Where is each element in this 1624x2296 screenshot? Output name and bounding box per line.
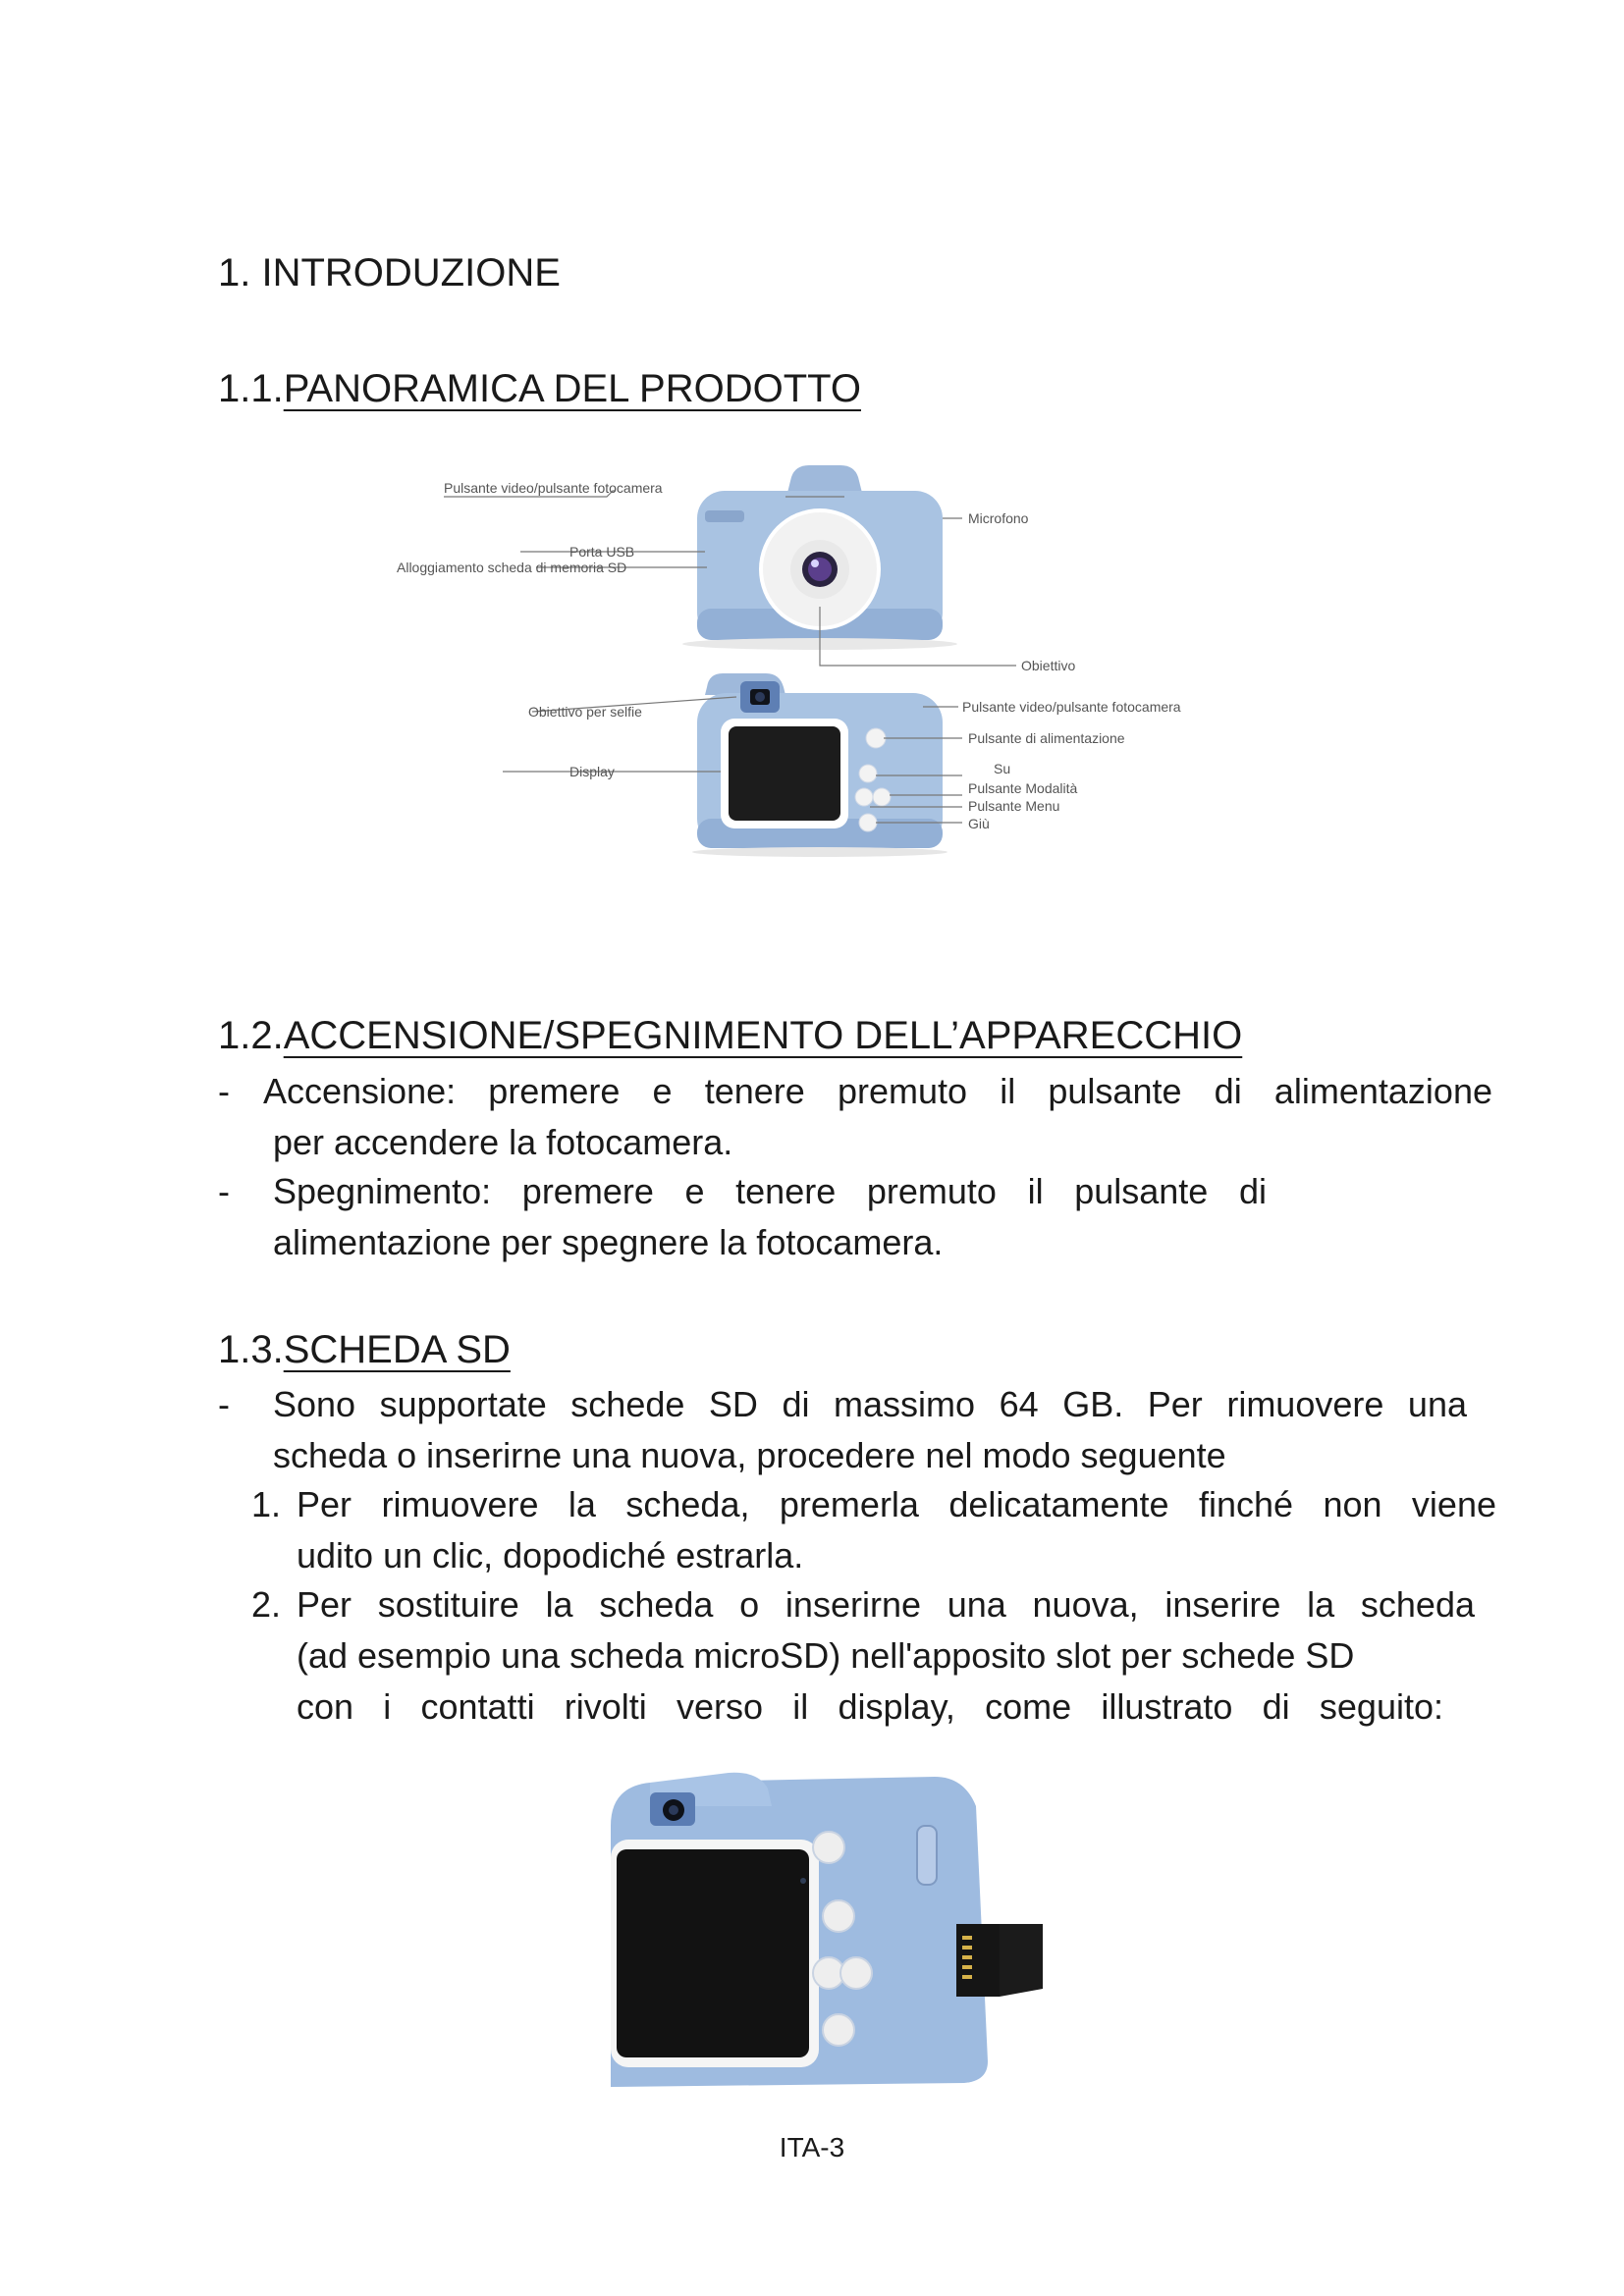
label-video-photo-button-top: Pulsante video/pulsante fotocamera bbox=[444, 480, 663, 496]
step-number: 2. bbox=[251, 1584, 282, 1625]
page-number: ITA-3 bbox=[779, 2132, 845, 2163]
bullet-line: Spegnimento: premere e tenere premuto il pulsante di bbox=[273, 1171, 1267, 1211]
step-line: udito un clic, dopodiché estrarla. bbox=[297, 1535, 804, 1575]
step-line: Per rimuovere la scheda, premerla delicatamente finché non viene bbox=[297, 1484, 1496, 1524]
label-down: Giù bbox=[968, 816, 990, 831]
step-line: Per sostituire la scheda o inserirne una nuova, inserire la scheda bbox=[297, 1584, 1475, 1625]
label-usb-port-text: Porta USB bbox=[569, 544, 635, 560]
section-1-3-heading bbox=[218, 1326, 511, 1373]
label-menu-button: Pulsante Menu bbox=[968, 798, 1060, 814]
label-display: Display bbox=[569, 764, 615, 779]
label-power-button: Pulsante di alimentazione bbox=[968, 730, 1125, 746]
section-1-1-title: PANORAMICA DEL PRODOTTO bbox=[283, 367, 861, 410]
step-line: (ad esempio una scheda microSD) nell'apposito slot per schede SD bbox=[297, 1635, 1355, 1676]
section-1-2-title: ACCENSIONE/SPEGNIMENTO DELL’APPARECCHIO bbox=[283, 1014, 1243, 1057]
product-overview-diagram-clean bbox=[373, 461, 1257, 913]
section-1-2-heading bbox=[218, 1012, 1242, 1059]
label-selfie-lens: Obiettivo per selfie bbox=[528, 704, 642, 720]
label-sd-slot: Alloggiamento scheda di memoria SD bbox=[397, 560, 627, 575]
camera-back bbox=[692, 673, 947, 857]
bullet-dash: - bbox=[218, 1171, 230, 1211]
bullet-line: Sono supportate schede SD di massimo 64 GB. Per rimuovere una bbox=[273, 1384, 1467, 1424]
label-lens: Obiettivo bbox=[1021, 658, 1076, 673]
section-1-2-number: 1.2. bbox=[218, 1014, 284, 1057]
bullet-line: alimentazione per spegnere la fotocamera. bbox=[273, 1222, 944, 1262]
label-video-photo-button-back: Pulsante video/pulsante fotocamera bbox=[962, 699, 1181, 715]
step-line: con i contatti rivolti verso il display, come illustrato di seguito: bbox=[297, 1686, 1443, 1727]
bullet-dash: - bbox=[218, 1384, 230, 1424]
section-1-1-heading bbox=[218, 365, 861, 412]
section-1-3-title: SCHEDA SD bbox=[283, 1328, 511, 1371]
section-1-heading: 1. INTRODUZIONE bbox=[218, 251, 561, 294]
bullet-line: Accensione: premere e tenere premuto il pulsante di alimentazione bbox=[263, 1071, 1492, 1111]
label-microphone: Microfono bbox=[968, 510, 1029, 526]
bullet-line: per accendere la fotocamera. bbox=[273, 1122, 733, 1162]
label-mode-button: Pulsante Modalità bbox=[968, 780, 1078, 796]
label-up: Su bbox=[994, 761, 1011, 776]
bullet-line: scheda o inserirne una nuova, procedere nel modo seguente bbox=[273, 1435, 1226, 1475]
bullet-dash: - bbox=[218, 1071, 230, 1111]
sd-card-insertion-image bbox=[611, 1767, 1062, 2091]
section-1-1-number: 1.1. bbox=[218, 367, 284, 410]
step-number: 1. bbox=[251, 1484, 282, 1524]
section-1-3-number: 1.3. bbox=[218, 1328, 284, 1371]
